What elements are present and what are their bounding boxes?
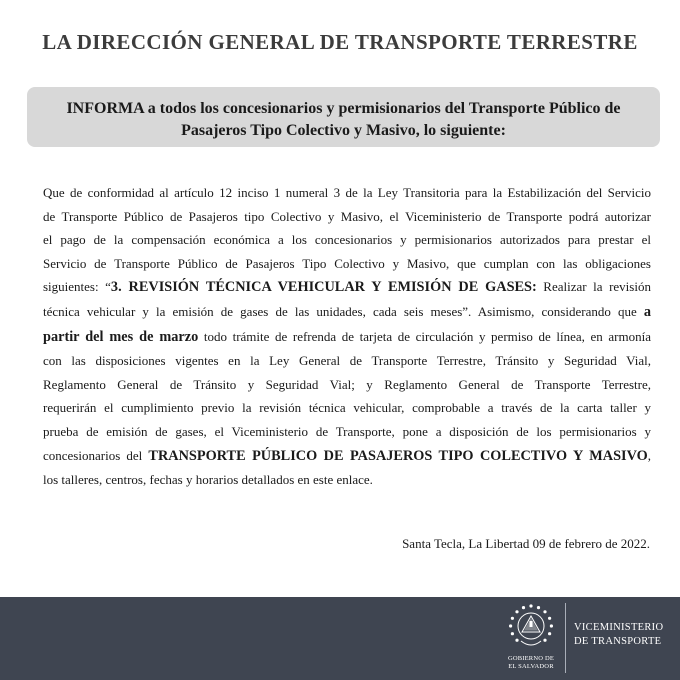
bold-text-segment: a bbox=[643, 303, 651, 320]
banner-line-2: Pasajeros Tipo Colectivo y Masivo, lo siguiente: bbox=[181, 122, 506, 139]
body-line: con las disposiciones vigentes en la Ley General de Transporte Terrestre, Tránsito y Seguridad Vial, bbox=[43, 353, 651, 369]
body-line bbox=[43, 275, 651, 300]
banner-line-1: INFORMA a todos los concesionarios y permisionarios del Transporte Público de bbox=[66, 100, 621, 117]
body-line: requerirán el cumplimiento previo la revisión técnica vehicular, comprobable a través de la carta taller y bbox=[43, 400, 651, 416]
body-text-segment: Realizar la revisión bbox=[536, 279, 651, 295]
government-label bbox=[498, 655, 564, 670]
gov-line-1: GOBIERNO DE bbox=[507, 655, 555, 662]
body-line bbox=[43, 325, 651, 350]
page-title: LA DIRECCIÓN GENERAL DE TRANSPORTE TERRESTRE bbox=[42, 30, 638, 54]
body-line bbox=[43, 444, 651, 469]
bold-requirement-title: 3. REVISIÓN TÉCNICA VEHICULAR Y EMISIÓN DE GASES: bbox=[110, 279, 537, 296]
body-text-segment: técnica vehicular y la emisión de gases de las unidades, cada seis meses”. Asimismo, considerando que bbox=[43, 303, 644, 319]
notice-body bbox=[43, 181, 651, 492]
announcement-banner bbox=[27, 87, 660, 147]
vice-line-1: VICEMINISTERIO bbox=[574, 622, 664, 633]
body-line: prueba de emisión de gases, el Viceministerio de Transporte, pone a disposición de los permisionarios y bbox=[43, 423, 651, 439]
body-line: de Transporte Público de Pasajeros tipo Colectivo y Masivo, el Viceministerio de Transporte podrá autorizar bbox=[43, 208, 651, 224]
gov-line-2: EL SALVADOR bbox=[508, 662, 554, 670]
signature-date: Santa Tecla, La Libertad 09 de febrero de 2022. bbox=[402, 536, 650, 551]
body-text-segment: concesionarios del bbox=[43, 447, 149, 463]
body-text-segment: siguientes: “ bbox=[43, 279, 111, 295]
footer-divider bbox=[565, 603, 566, 673]
body-line bbox=[43, 300, 651, 325]
body-text-segment: todo trámite de refrenda de tarjeta de circulación y permiso de línea, en armonía bbox=[198, 328, 651, 344]
viceministry-label bbox=[574, 621, 663, 649]
vice-line-2: DE TRANSPORTE bbox=[574, 636, 662, 647]
body-line-last: los talleres, centros, fechas y horarios detallados en este enlace. bbox=[43, 472, 373, 488]
bold-date-phrase: partir del mes de marzo bbox=[43, 328, 199, 345]
bold-service-name: TRANSPORTE PÚBLICO DE PASAJEROS TIPO COLECTIVO Y MASIVO bbox=[148, 447, 648, 464]
body-line: el pago de la compensación económica a los concesionarios y permisionarios autorizados para prestar el bbox=[43, 232, 651, 248]
body-text-segment: , bbox=[647, 447, 651, 463]
body-line: Reglamento General de Tránsito y Seguridad Vial; y Reglamento General de Transporte Terrestre, bbox=[43, 376, 651, 392]
coat-of-arms-icon bbox=[507, 603, 555, 651]
body-line: Que de conformidad al artículo 12 inciso 1 numeral 3 de la Ley Transitoria para la Estabilización del Servicio bbox=[43, 185, 651, 200]
body-line: Servicio de Transporte Público de Pasajeros Tipo Colectivo y Masivo, que cumplan con las obligaciones bbox=[43, 255, 651, 271]
